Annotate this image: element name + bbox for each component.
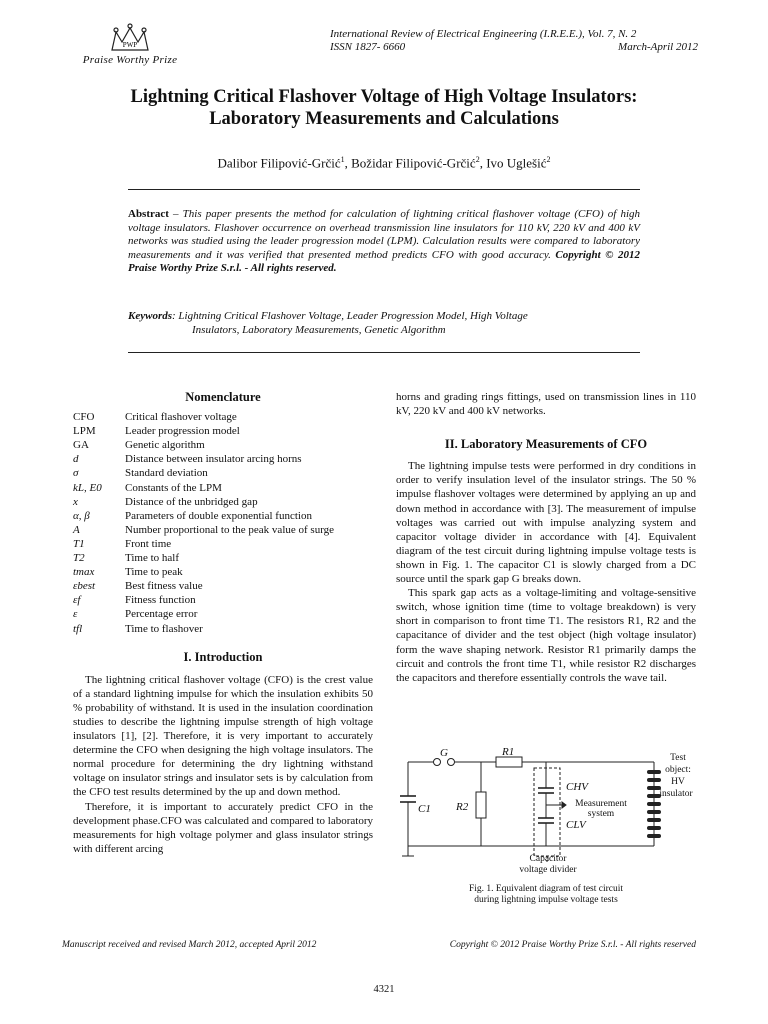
nomenclature-symbol: εf	[73, 594, 81, 607]
author-3: Ivo Uglešić	[486, 155, 547, 171]
author-3-affil: 2	[546, 155, 551, 164]
nomenclature-row	[73, 481, 373, 495]
label-system: system	[587, 809, 615, 819]
author-2: Božidar Filipović-Grčić	[351, 155, 476, 171]
paper-title	[60, 86, 708, 130]
intro-paragraph-1: The lightning critical flashover voltage (CFO) is the crest value of a standard lightning impulse for which the insulation exhibits 50 % probability of withstand. It is used in the insulation coordination studies to describe the lightning impulse strength of high voltage insulators [1], [2]. Therefore, it is very important to accurately determine the CFO when designing the high voltage insulators. The normal procedure for determining the dry lightning withstand voltage on insulator strings and insulator sets is by calculation from the CFO test results determined by the up and down method.	[73, 673, 373, 799]
page-number: 4321	[373, 984, 395, 995]
caption-line-2: during lightning impulse voltage tests	[474, 895, 618, 905]
nomenclature-symbol: LPM	[73, 425, 96, 438]
crest-text: PWP	[122, 41, 138, 49]
nomenclature-definition: Distance of the unbridged gap	[125, 495, 258, 508]
label-voltage-divider: voltage divider	[519, 865, 577, 875]
nomenclature-definition: Leader progression model	[125, 425, 240, 438]
nomenclature-definition: Standard deviation	[125, 467, 208, 480]
nomenclature-symbol: T1	[73, 537, 85, 550]
nomenclature-row	[73, 410, 373, 424]
nomenclature-table	[73, 410, 373, 636]
journal-title: International Review of Electrical Engineering (I.R.E.E.), Vol. 7, N. 2	[330, 28, 637, 40]
nomenclature-symbol: α, β	[73, 509, 90, 522]
intro-heading: I. Introduction	[183, 649, 263, 664]
nomenclature-definition: Time to peak	[125, 566, 183, 579]
nomenclature-row	[73, 579, 373, 593]
label-R1: R1	[502, 748, 515, 758]
left-column	[73, 390, 373, 856]
nomenclature-row	[73, 438, 373, 452]
nomenclature-row	[73, 523, 373, 537]
section-2-heading: II. Laboratory Measurements of CFO	[444, 437, 648, 452]
nomenclature-definition: Distance between insulator arcing horns	[125, 453, 302, 466]
divider-bottom	[128, 352, 640, 353]
label-CHV: CHV	[566, 781, 588, 793]
nomenclature-row	[73, 424, 373, 438]
publisher-logo	[60, 20, 200, 70]
nomenclature-row	[73, 607, 373, 621]
label-measurement: Measurement	[575, 799, 627, 809]
label-R2: R2	[456, 801, 469, 813]
journal-header	[330, 28, 698, 54]
nomenclature-definition: Front time	[125, 537, 172, 550]
publisher-name: Praise Worthy Prize	[82, 54, 178, 66]
title-line-1: Lightning Critical Flashover Voltage of High Voltage Insulators:	[130, 87, 638, 107]
author-sep: ,	[479, 155, 487, 171]
nomenclature-symbol: kL, E0	[73, 481, 102, 494]
nomenclature-symbol: CFO	[73, 411, 95, 424]
nomenclature-row	[73, 593, 373, 607]
nomenclature-row	[73, 565, 373, 579]
nomenclature-row	[73, 622, 373, 636]
nomenclature-definition: Best fitness value	[125, 580, 203, 593]
nomenclature-symbol: ε	[73, 608, 78, 621]
label-test: Test	[670, 753, 686, 763]
abstract-body: This paper presents the method for calculation of lightning critical flashover voltage (CFO) of high voltage insulators. Flashover occurrence on overhead transmission line insulators for 110 kV, 220 kV and 400 kV networks was studied using the leader progression model (LPM). Calculation results were compared to laboratory measurements and it was verified that presented method predicts CFO with good accuracy.	[128, 208, 640, 261]
footer-copyright: Copyright © 2012 Praise Worthy Prize S.r.l. - All rights reserved	[449, 940, 696, 950]
nomenclature-row	[73, 466, 373, 480]
author-2-affil: 2	[475, 155, 480, 164]
label-CLV: CLV	[566, 819, 586, 831]
footer-manuscript-note: Manuscript received and revised March 2012, accepted April 2012	[62, 940, 317, 950]
author-1-affil: 1	[340, 155, 345, 164]
nomenclature-symbol: GA	[73, 439, 89, 452]
nomenclature-definition: Time to flashover	[125, 622, 203, 635]
nomenclature-row	[73, 495, 373, 509]
caption-line-1: Fig. 1. Equivalent diagram of test circuit	[468, 884, 624, 894]
nomenclature-row	[73, 551, 373, 565]
title-line-2: Laboratory Measurements and Calculations	[209, 109, 559, 129]
keywords-label: Keywords	[128, 310, 172, 322]
nomenclature-row	[73, 537, 373, 551]
spark-gap-icon	[434, 759, 441, 766]
nomenclature-symbol: σ	[73, 467, 79, 480]
section-2-paragraph-1: The lightning impulse tests were performed in dry conditions in order to verify insulation level of the insulator strings. The 50 % impulse flashover voltages were determined by applying an up and down method in accordance with [3]. The measurement of impulse voltages was carried out with impulse analyzing system and capacitor voltage divider in accordance with [4]. Equivalent diagram of the test circuit during lightning impulse voltage tests is shown in Fig. 1. The capacitor C1 is slowly charged from a DC source until the spark gap G breaks down.	[396, 460, 696, 586]
label-C1: C1	[418, 803, 431, 815]
keywords	[128, 310, 640, 337]
journal-issn: ISSN 1827- 6660	[330, 41, 406, 53]
nomenclature-symbol: T2	[73, 552, 85, 565]
nomenclature-symbol: A	[73, 523, 80, 536]
nomenclature-definition: Time to half	[125, 552, 179, 565]
nomenclature-symbol: tmax	[73, 566, 95, 579]
circuit-diagram	[396, 748, 696, 878]
intro-paragraph-2: Therefore, it is important to accurately predict CFO in the development phase.CFO was calculated and compared to laboratory measurements for high voltage polymer and glass insulator strings with different arcing	[73, 800, 373, 855]
nomenclature-heading: Nomenclature	[185, 390, 261, 404]
nomenclature-row	[73, 452, 373, 466]
right-column	[396, 390, 696, 685]
divider-top	[128, 189, 640, 190]
abstract-label: Abstract	[128, 208, 169, 220]
keywords-line-2: Insulators, Laboratory Measurements, Genetic Algorithm	[192, 323, 446, 336]
nomenclature-definition: Number proportional to the peak value of surge	[125, 523, 335, 536]
nomenclature-row	[73, 509, 373, 523]
nomenclature-symbol: x	[73, 495, 78, 508]
author-sep: ,	[344, 155, 352, 171]
abstract-dash: –	[168, 208, 183, 220]
author-1: Dalibor Filipović-Grčić	[217, 155, 341, 171]
nomenclature-symbol: d	[73, 453, 79, 466]
abstract	[128, 208, 640, 276]
nomenclature-definition: Percentage error	[125, 608, 198, 621]
keywords-line-1: : Lightning Critical Flashover Voltage, Leader Progression Model, High Voltage	[172, 310, 528, 322]
nomenclature-definition: Parameters of double exponential function	[125, 509, 312, 522]
continued-paragraph: horns and grading rings fittings, used on transmission lines in 110 kV, 220 kV and 400 kV networks.	[396, 391, 696, 418]
nomenclature-symbol: εbest	[73, 580, 96, 593]
figure-1-caption	[396, 884, 696, 906]
nomenclature-definition: Critical flashover voltage	[125, 411, 237, 424]
nomenclature-definition: Genetic algorithm	[125, 439, 205, 452]
label-G: G	[440, 748, 448, 759]
figure-1-circuit	[396, 748, 696, 878]
author-list	[60, 155, 708, 171]
nomenclature-definition: Constants of the LPM	[125, 481, 222, 494]
label-hv: HV	[671, 777, 685, 787]
crown-logo-icon	[60, 20, 200, 54]
journal-date: March-April 2012	[618, 41, 698, 53]
label-object: object:	[665, 765, 691, 775]
label-insulator: insulator	[659, 789, 693, 799]
nomenclature-definition: Fitness function	[125, 594, 196, 607]
abstract-copyright: Copyright © 2012 Praise Worthy Prize S.r.l. - All rights reserved.	[128, 248, 640, 274]
label-capacitor: Capacitor	[529, 854, 567, 864]
section-2-paragraph-2: This spark gap acts as a voltage-limiting and voltage-sensitive switch, whose ignition time (time to voltage breakdown) is very short in comparison to front time T1. The resistors R1, R2 and the capacitance of divider and the test object (high voltage insulator) form the wave shaping network. Resistor R1 primarily damps the circuit and controls the front time T1, while resistor R2 discharges the capacitors and therefore essentially controls the wave tail.	[396, 587, 696, 684]
nomenclature-symbol: tfl	[73, 622, 83, 635]
